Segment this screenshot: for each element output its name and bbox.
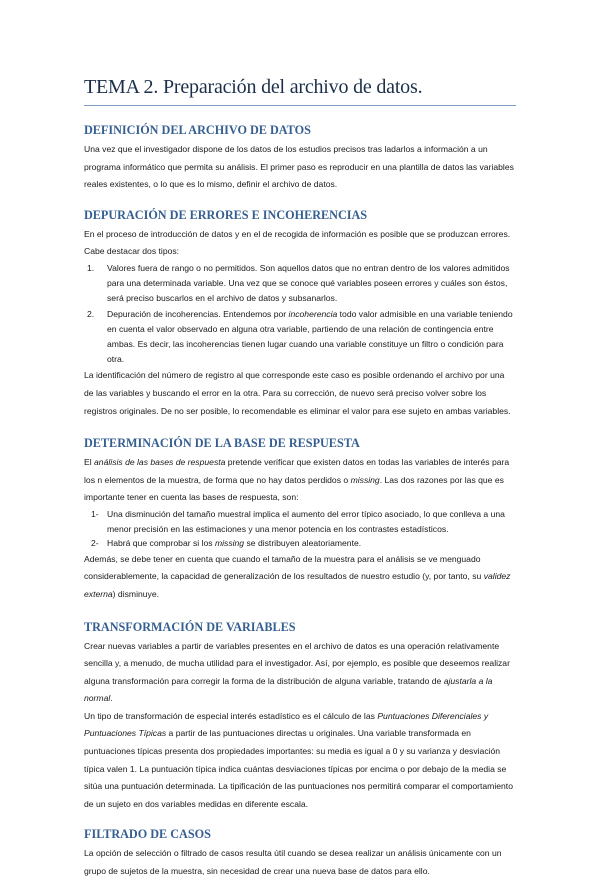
text-run: a partir de las puntuaciones directas u originales. Una variable transformada en puntuaciones típicas presenta dos propiedades importantes: su media es igual a 0 y su varianza y desviación típica valen 1. La puntuación típica indica cuántas desviaciones típicas por encima o por debajo de la media se sitúa una puntuación determinada. La tipificación de las puntuaciones nos permitirá comparar el comportamiento de un sujeto en dos variables medidas en diferente escala. [84,728,513,809]
list-item-text-pre: Habrá que comprobar si los [107,538,215,549]
paragraph-filtrado: La opción de selección o filtrado de casos resulta útil cuando se desea realizar un análisis únicamente con un grupo de sujetos de la muestra, sin necesidad de crear una nueva base de datos para ello. [84,848,502,877]
list-marker: 1- [91,508,99,519]
list-item-text-italic: incoherencia [288,308,338,319]
text-run-italic: missing [350,474,380,485]
text-run: Un tipo de transformación de especial interés estadístico es el cálculo de las [84,710,378,721]
section-heading-transformacion: TRANSFORMACIÓN DE VARIABLES [84,619,296,634]
list-marker: 1. [87,262,95,273]
text-run: . Las dos razones por las que es importante tener en cuenta las bases de respuesta, son: [84,474,504,503]
text-run: Crear nuevas variables a partir de variables presentes en el archivo de datos es una operación relativamente sencilla y, a menudo, de mucha utilidad para el investigador. Así, por ejemplo, es posible que deseemos realizar alguna transformación para corregir la forma de la distribución de alguna variable, tratando de [84,640,510,686]
list-item-text-italic: missing [214,538,245,549]
text-run: pretende verificar que existen datos en todas las variables de interés para los n elementos de la muestra, de forma que no hay datos perdidos o [84,457,510,485]
list-item-text-post: se distribuyen aleatoriamente. [244,538,362,549]
section-heading-depuracion: DEPURACIÓN DE ERRORES E INCOHERENCIAS [84,207,368,222]
paragraph-definicion: Una vez que el investigador dispone de los datos de los estudios precisos tras ladarlos a información a un programa informático que permita su análisis. El primer paso es reproducir en una plantilla de datos las variables reales existentes, o lo que es lo mismo, definir el archivo de datos. [84,144,514,190]
list-item [84,536,516,551]
paragraph-validez-externa [84,551,516,604]
error-types-list [84,261,516,367]
text-run: . [110,693,113,704]
list-item-text: Valores fuera de rango o no permitidos. Son aquellos datos que no entran dentro de los valores admitidos para una determinada variable. Una vez que se conoce qué variables poseen errores y cuáles son éstos, será preciso buscarlos en el archivo de datos y subsanarlos. [107,262,510,304]
section-heading-definicion: DEFINICIÓN DEL ARCHIVO DE DATOS [84,123,311,137]
paragraph-identificacion: La identificación del número de registro al que corresponde este caso es posible ordenando el archivo por una de las variables y buscando el error en la otra. Para su corrección, de nuevo será preciso volver sobre los registros originales. De no ser posible, lo recomendable es eliminar el valor para ese sujeto en ambas variables. [84,370,511,416]
text-run-italic: ajustarla a la normal [84,675,493,704]
list-marker: 2- [91,538,99,549]
reasons-list [84,507,516,551]
list-item [84,307,516,368]
paragraph-puntuaciones [84,708,516,814]
paragraph-transformacion [84,638,516,708]
list-marker: 2. [87,308,95,319]
text-run: Además, se debe tener en cuenta que cuando el tamaño de la muestra para el análisis se ve menguado considerablemente, la capacidad de generalización de los resultados de nuestro estudio (y, por tanto, su [84,553,484,582]
text-run: El [84,457,95,468]
text-run-italic: análisis de las bases de respuesta [94,457,226,468]
section-heading-base-respuesta: DETERMINACIÓN DE LA BASE DE RESPUESTA [84,436,360,451]
document-page [84,68,516,881]
list-item-text-post: todo valor admisible en una variable teniendo en cuenta el valor observado en alguna otra variable, partiendo de una relación de contingencia entre ambas. Es decir, las incoherencias tienen lugar cuando una variable constituye un filtro o condición para otra. [107,308,513,365]
list-item-text-pre: Depuración de incoherencias. Entendemos por [107,308,289,319]
text-run: ) disminuye. [112,588,159,599]
text-run-italic: Puntuaciones Diferenciales y Puntuaciones Típicas [84,710,489,739]
paragraph-base-respuesta-intro [84,454,516,507]
page-title: TEMA 2. Preparación del archivo de datos. [84,76,516,106]
text-run-italic: validez externa [84,571,511,599]
list-item-text: Una disminución del tamaño muestral implica el aumento del error típico asociado, lo que conlleva a una menor precisión en las estimaciones y una menor potencia en los contrastes estadísticos. [107,508,505,534]
list-item [84,507,516,536]
list-item [84,261,516,307]
paragraph-depuracion-intro: En el proceso de introducción de datos y en el de recogida de información es posible que se produzcan errores. Cabe destacar dos tipos: [84,228,511,257]
section-heading-filtrado: FILTRADO DE CASOS [84,827,211,842]
